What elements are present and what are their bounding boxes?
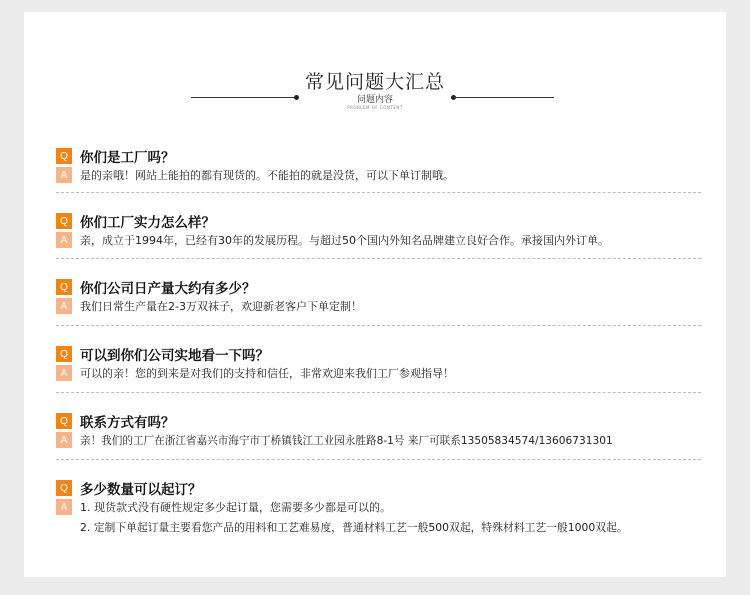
question-badge: Q	[56, 413, 72, 429]
answer-badge: A	[56, 232, 72, 248]
answer-badge: A	[56, 298, 72, 314]
page-subtitle-english: PROBLEM OF CONTENT	[347, 105, 403, 110]
faq-question: 你们工厂实力怎么样？	[80, 215, 215, 231]
faq-answer: 我们日常生产量在2-3万双袜子，欢迎新老客户下单定制！	[80, 300, 362, 313]
faq-divider	[56, 192, 701, 193]
question-badge: Q	[56, 279, 72, 295]
faq-answer: 亲，成立于1994年，已经有30年的发展历程。与超过50个国内外知名品牌建立良好合作。承接国内外订单。	[80, 234, 609, 247]
faq-divider	[56, 459, 701, 460]
faq-item	[56, 138, 701, 193]
question-badge: Q	[56, 346, 72, 362]
faq-question: 你们公司日产量大约有多少？	[80, 281, 256, 297]
answer-badge: A	[56, 365, 72, 381]
faq-answer: 亲！我们的工厂在浙江省嘉兴市海宁市丁桥镇钱江工业园永胜路8-1号 来厂可联系13505834574/13606731301	[80, 434, 613, 447]
answer-badge: A	[56, 432, 72, 448]
faq-divider	[56, 392, 701, 393]
faq-item	[56, 203, 701, 259]
faq-item	[56, 269, 701, 326]
page-title: 常见问题大汇总	[304, 71, 445, 93]
faq-divider	[56, 325, 701, 326]
faq-question: 多少数量可以起订？	[80, 482, 202, 498]
faq-answer-second-line: 2. 定制下单起订量主要看您产品的用料和工艺难易度，普通材料工艺一般500双起，特殊材料工艺一般1000双起。	[80, 521, 628, 534]
answer-badge: A	[56, 167, 72, 183]
faq-answer: 可以的亲！您的到来是对我们的支持和信任，非常欢迎来我们工厂参观指导！	[80, 367, 454, 380]
faq-item	[56, 470, 701, 550]
question-badge: Q	[56, 213, 72, 229]
faq-answer: 1. 现货款式没有硬性规定多少起订量，您需要多少都是可以的。	[80, 501, 391, 514]
answer-badge: A	[56, 499, 72, 515]
faq-question: 联系方式有吗？	[80, 415, 175, 431]
faq-divider	[56, 258, 701, 259]
faq-card	[24, 12, 726, 577]
faq-item	[56, 336, 701, 393]
faq-question: 你们是工厂吗？	[80, 150, 175, 166]
page-subtitle: 问题内容	[356, 95, 393, 105]
faq-header	[24, 12, 726, 122]
faq-answer: 是的亲哦！网站上能拍的都有现货的。不能拍的就是没货，可以下单订制哦。	[80, 169, 454, 182]
faq-item	[56, 403, 701, 460]
question-badge: Q	[56, 148, 72, 164]
question-badge: Q	[56, 480, 72, 496]
faq-question: 可以到你们公司实地看一下吗？	[80, 348, 269, 364]
